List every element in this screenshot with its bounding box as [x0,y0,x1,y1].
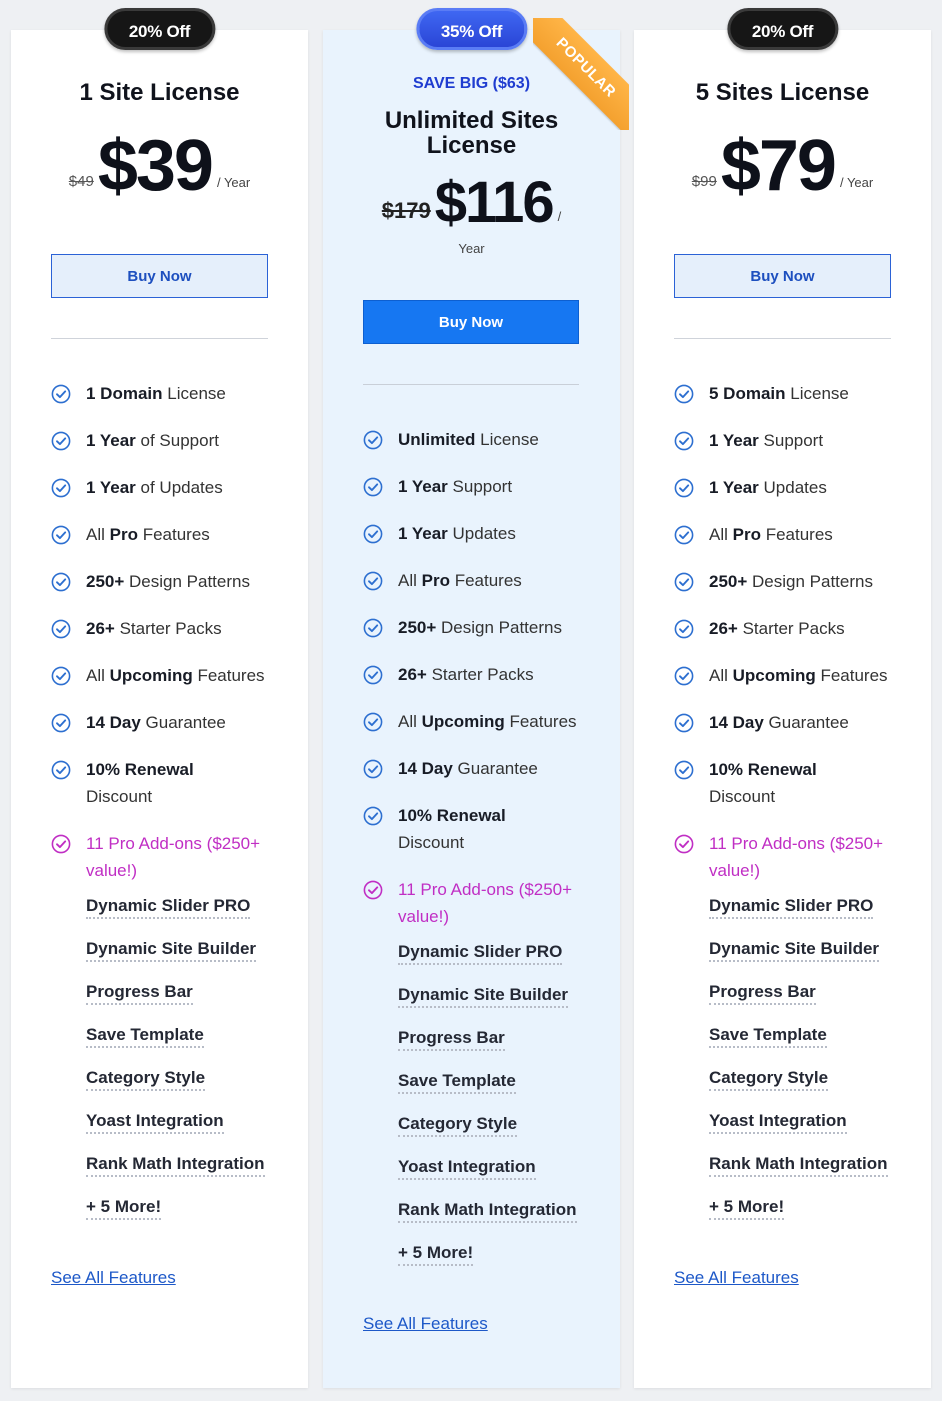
discount-badge: 35% Off [416,8,527,50]
feature-text: Features [815,666,888,685]
addon-item [398,1242,588,1285]
feature-text: Discount [398,833,465,852]
addon-link[interactable]: Progress Bar [398,1027,505,1051]
feature-item [51,521,276,548]
addon-item [709,1110,899,1153]
check-circle-icon [674,478,694,498]
billing-period-slash: / [557,209,562,224]
addon-item [398,1113,588,1156]
save-big-label: SAVE BIG ($63) [412,75,531,92]
feature-list [51,380,276,1239]
feature-prefix: All [398,712,422,731]
feature-item [674,521,899,548]
feature-highlight: Upcoming [109,666,193,685]
feature-text: License [475,430,539,449]
feature-text: Discount [86,787,153,806]
feature-item [363,755,588,782]
addons-heading [674,830,899,884]
feature-highlight: 26+ [86,619,115,638]
addon-link[interactable]: Dynamic Slider PRO [398,941,562,965]
addon-link[interactable]: Save Template [86,1024,204,1048]
addon-item [709,1024,899,1067]
check-circle-icon [51,572,71,592]
feature-highlight: 1 Year [398,524,448,543]
addon-item [86,895,276,938]
feature-text: Support [758,431,824,450]
feature-highlight: 250+ [398,618,437,637]
feature-item [51,568,276,595]
addons-heading [363,876,588,930]
feature-highlight: Upcoming [732,666,816,685]
feature-item [674,380,899,407]
buy-now-button[interactable]: Buy Now [363,300,579,344]
divider [674,338,891,339]
feature-highlight: 250+ [86,572,125,591]
feature-text: of Support [135,431,219,450]
feature-item [363,426,588,453]
addon-link[interactable]: Category Style [709,1067,828,1091]
feature-text: Features [137,525,210,544]
addons-list [674,895,899,1239]
see-all-features-link[interactable]: See All Features [51,1268,176,1287]
addon-link[interactable]: Yoast Integration [398,1156,536,1180]
feature-item [363,802,588,856]
feature-item [363,708,588,735]
addon-item [86,1196,276,1239]
feature-highlight: 14 Day [86,713,141,732]
addon-item [86,938,276,981]
addons-heading [51,830,276,884]
check-circle-icon [51,619,71,639]
feature-text: Features [449,571,522,590]
feature-item [363,567,588,594]
addons-label: 11 Pro Add-ons ($250+ value!) [709,834,884,880]
feature-highlight: Upcoming [421,712,505,731]
feature-text: Design Patterns [124,572,250,591]
check-circle-icon [51,713,71,733]
check-circle-icon [674,713,694,733]
divider [363,384,579,385]
addon-link[interactable]: Progress Bar [709,981,816,1005]
check-circle-icon [363,477,383,497]
check-circle-icon [674,431,694,451]
addon-item [398,1027,588,1070]
addon-link[interactable]: Save Template [709,1024,827,1048]
addons-list [363,941,588,1285]
feature-item [674,615,899,642]
feature-text: License [162,384,226,403]
check-circle-icon [674,619,694,639]
check-circle-icon [674,384,694,404]
check-circle-icon [363,759,383,779]
feature-text: Features [192,666,265,685]
buy-now-button[interactable]: Buy Now [51,254,268,298]
divider [51,338,268,339]
check-circle-icon [51,431,71,451]
check-circle-icon [51,666,71,686]
feature-highlight: 26+ [709,619,738,638]
feature-text: Discount [709,787,776,806]
feature-item [363,614,588,641]
feature-highlight: 26+ [398,665,427,684]
feature-highlight: 14 Day [398,759,453,778]
feature-text: Support [447,477,513,496]
feature-prefix: All [709,666,733,685]
feature-highlight: 1 Year [398,477,448,496]
addon-item [709,1067,899,1110]
old-price: $179 [381,198,431,223]
pricing-card-1-site [11,22,308,1388]
feature-prefix: All [86,666,110,685]
plan-title: 5 Sites License [695,79,870,106]
check-circle-icon [363,880,383,900]
feature-item [51,615,276,642]
feature-list [363,426,588,1285]
addon-link[interactable]: + 5 More! [709,1196,784,1220]
price-row [11,126,308,206]
current-price: $39 [97,126,212,206]
feature-highlight: Pro [109,525,138,544]
feature-item [51,380,276,407]
addon-link[interactable]: Category Style [86,1067,205,1091]
addon-item [709,981,899,1024]
check-circle-icon [363,430,383,450]
feature-prefix: All [86,525,110,544]
feature-item [674,474,899,501]
check-circle-icon [363,618,383,638]
plan-title [323,108,620,158]
addon-item [398,1070,588,1113]
feature-text: Guarantee [140,713,226,732]
feature-highlight: 1 Year [86,478,136,497]
addon-item [709,938,899,981]
check-circle-icon [363,571,383,591]
buy-now-button[interactable]: Buy Now [674,254,891,298]
feature-item [51,662,276,689]
addons-label: 11 Pro Add-ons ($250+ value!) [398,880,573,926]
feature-text: Guarantee [763,713,849,732]
feature-text: of Updates [135,478,223,497]
addon-link[interactable]: Yoast Integration [709,1110,847,1134]
addons-list [51,895,276,1239]
plan-title: 1 Site License [79,79,240,106]
feature-item [674,756,899,810]
feature-text: Updates [447,524,516,543]
feature-text: Starter Packs [426,665,534,684]
addon-link[interactable]: Category Style [398,1113,517,1137]
addon-link[interactable]: Progress Bar [86,981,193,1005]
feature-item [51,427,276,454]
check-circle-icon [363,665,383,685]
addon-item [86,1153,276,1196]
feature-text: Design Patterns [747,572,873,591]
pricing-card-5-sites [634,22,931,1388]
check-circle-icon [674,525,694,545]
feature-highlight: 5 Domain [709,384,786,403]
popular-ribbon-label: POPULAR [533,18,629,130]
feature-text: License [785,384,849,403]
check-circle-icon [51,834,71,854]
feature-text: Starter Packs [114,619,222,638]
discount-badge: 20% Off [727,8,838,50]
feature-highlight: 1 Domain [86,384,163,403]
feature-text: Starter Packs [737,619,845,638]
addon-item [86,1067,276,1110]
price-row [323,170,620,236]
feature-text: Updates [758,478,827,497]
feature-highlight: 1 Year [709,478,759,497]
feature-item [51,474,276,501]
check-circle-icon [674,572,694,592]
feature-text: Features [504,712,577,731]
addon-item [86,981,276,1024]
discount-badge: 20% Off [104,8,215,50]
check-circle-icon [51,760,71,780]
feature-item [363,661,588,688]
feature-highlight: 1 Year [709,431,759,450]
feature-highlight: 10% Renewal [709,760,817,779]
feature-item [674,568,899,595]
feature-highlight: 10% Renewal [86,760,194,779]
addon-item [709,895,899,938]
addons-label: 11 Pro Add-ons ($250+ value!) [86,834,261,880]
feature-highlight: Pro [732,525,761,544]
feature-item [363,473,588,500]
current-price: $116 [434,170,553,235]
feature-list [674,380,899,1239]
feature-highlight: 1 Year [86,431,136,450]
feature-highlight: Unlimited [398,430,476,449]
price-row [634,126,931,206]
feature-text: Design Patterns [436,618,562,637]
feature-text: Guarantee [452,759,538,778]
feature-item [674,709,899,736]
addon-link[interactable]: Dynamic Site Builder [709,938,879,962]
addon-item [709,1153,899,1196]
check-circle-icon [674,834,694,854]
feature-item [363,520,588,547]
feature-item [51,756,276,810]
check-circle-icon [363,806,383,826]
feature-item [51,709,276,736]
see-all-features-link[interactable]: See All Features [363,1314,488,1333]
feature-highlight: Pro [421,571,450,590]
billing-period: Year [458,241,485,256]
check-circle-icon [674,760,694,780]
check-circle-icon [51,384,71,404]
feature-prefix: All [709,525,733,544]
addon-link[interactable]: + 5 More! [86,1196,161,1220]
current-price: $79 [720,126,835,206]
addon-link[interactable]: Rank Math Integration [398,1199,577,1223]
pricing-card-unlimited [323,22,620,1388]
old-price: $49 [68,173,94,190]
addon-item [86,1024,276,1067]
addon-item [398,984,588,1027]
addon-item [86,1110,276,1153]
addon-link[interactable]: + 5 More! [398,1242,473,1266]
addon-link[interactable]: Rank Math Integration [709,1153,888,1177]
feature-highlight: 250+ [709,572,748,591]
addon-link[interactable]: Dynamic Slider PRO [86,895,250,919]
addon-link[interactable]: Dynamic Slider PRO [709,895,873,919]
addon-item [398,1156,588,1199]
addon-link[interactable]: Rank Math Integration [86,1153,265,1177]
see-all-features-link[interactable]: See All Features [674,1268,799,1287]
check-circle-icon [51,525,71,545]
feature-highlight: 10% Renewal [398,806,506,825]
feature-item [674,662,899,689]
addon-item [398,941,588,984]
check-circle-icon [51,478,71,498]
feature-prefix: All [398,571,422,590]
old-price: $99 [691,173,717,190]
addon-item [398,1199,588,1242]
addon-link[interactable]: Yoast Integration [86,1110,224,1134]
feature-item [674,427,899,454]
feature-highlight: 14 Day [709,713,764,732]
addon-item [709,1196,899,1239]
addon-link[interactable]: Dynamic Site Builder [398,984,568,1008]
addon-link[interactable]: Save Template [398,1070,516,1094]
check-circle-icon [363,524,383,544]
plan-title-text: Unlimited Sites License [384,107,559,159]
feature-text: Features [760,525,833,544]
billing-period: / Year [839,175,874,190]
check-circle-icon [674,666,694,686]
billing-period: / Year [216,175,251,190]
check-circle-icon [363,712,383,732]
addon-link[interactable]: Dynamic Site Builder [86,938,256,962]
